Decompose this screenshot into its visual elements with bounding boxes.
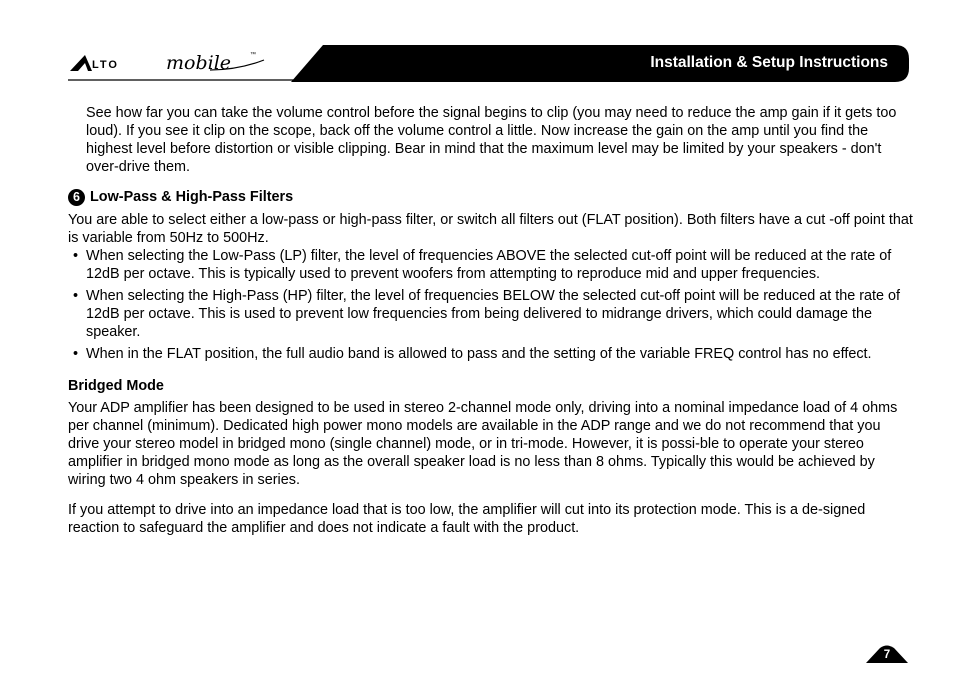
logo-brand-text: LTO (92, 59, 119, 71)
bridged-heading: Bridged Mode (68, 378, 164, 394)
filters-bullet-list (68, 247, 913, 363)
section-number-badge: 6 (68, 189, 85, 206)
filters-heading (68, 188, 913, 206)
list-item (68, 345, 913, 363)
list-item (68, 247, 913, 283)
bullet-text: When selecting the High-Pass (HP) filter, the level of frequencies BELOW the selected cut-off point will be reduced at the rate of 12dB per octave. This is used to prevent low frequencies from being delivered to midrange drivers, which could damage the speaker. (86, 288, 901, 340)
bullet-icon: • (73, 346, 79, 362)
page-title: Installation & Setup Instructions (650, 54, 888, 71)
logo-swoosh-icon (208, 58, 268, 72)
bridged-paragraph-1: Your ADP amplifier has been designed to be used in stereo 2-channel mode only, driving into a nominal impedance load of 4 ohms per channel (minimum). Dedicated high power mono models are available in the ADP range and we do not recommend that you drive your stereo model in bridged mono (single channel) mode, or in tri-mode. However, it is possi-ble to operate your stereo amplifier in bridged mono mode as long as the overall speaker load is no less than 8 ohms. Typically this would be achieved by wiring two 4 ohm speakers in series. (68, 400, 898, 488)
bullet-text: When selecting the Low-Pass (LP) filter, the level of frequencies ABOVE the selected cut-off point will be reduced at the rate of 12dB per octave. This is typically used to prevent woofers from attempting to reproduce mid and upper frequencies. (86, 248, 892, 282)
bullet-icon: • (73, 288, 79, 304)
bullet-text: When in the FLAT position, the full audio band is allowed to pass and the setting of the variable FREQ control has no effect. (86, 346, 872, 362)
logo-script-text: mobile (166, 52, 232, 74)
header-band (0, 0, 954, 90)
logo-trademark: ™ (250, 52, 256, 58)
bullet-icon: • (73, 248, 79, 264)
page-number-text: 7 (883, 649, 891, 661)
alto-mobile-logo (68, 50, 268, 76)
list-item (68, 287, 913, 341)
page-header (0, 0, 954, 90)
main-content (68, 104, 913, 537)
filters-heading-text: Low-Pass & High-Pass Filters (90, 189, 294, 205)
filters-paragraph: You are able to select either a low-pass or high-pass filter, or switch all filters out (FLAT position). Both filters have a cut -off point that is variable from 50Hz to 500Hz. (68, 212, 913, 246)
bridged-paragraph-2: If you attempt to drive into an impedance load that is too low, the amplifier will cut into its protection mode. This is a de-signed reaction to safeguard the amplifier and does not indicate a fault with the product. (68, 502, 866, 536)
page-number (864, 644, 910, 664)
intro-paragraph: See how far you can take the volume control before the signal begins to clip (you may need to reduce the amp gain if it gets too loud). If you see it clip on the scope, back off the volume control a little. Now increase the gain on the amp until you find the highest level before distortion or visible clipping. Bear in mind that the maximum level may be limited by your speakers - don't over-drive them. (86, 105, 897, 175)
